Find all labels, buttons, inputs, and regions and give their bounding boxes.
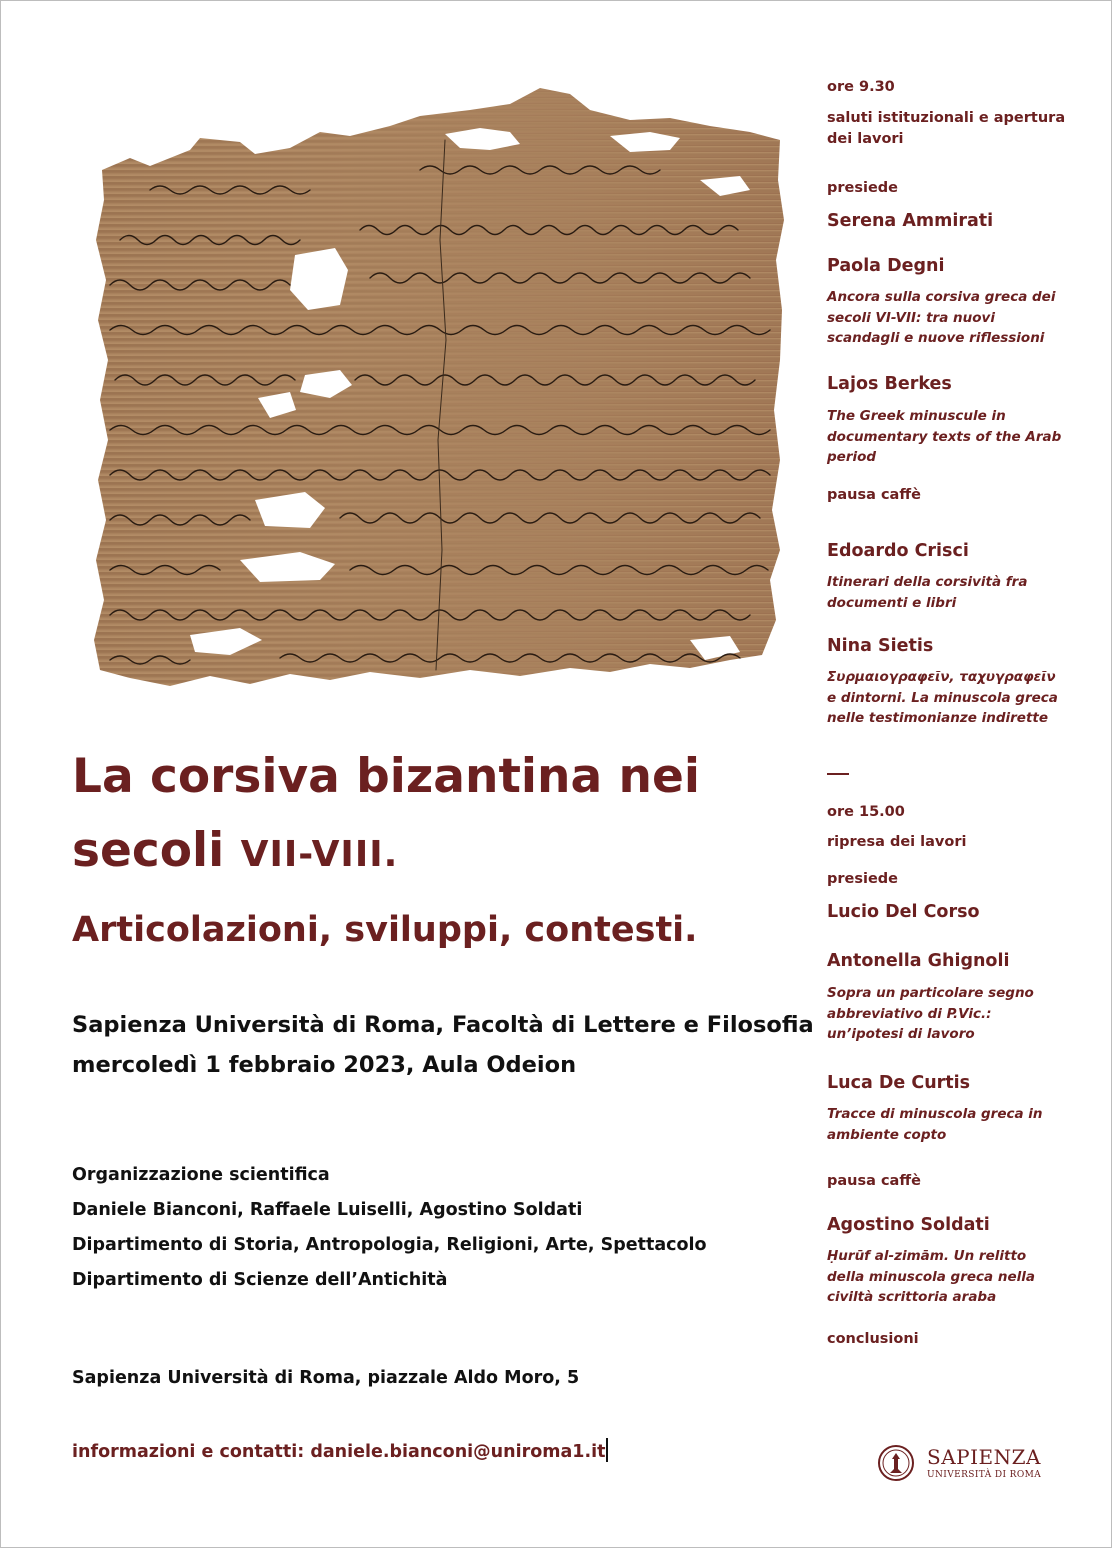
chair-1: Serena Ammirati (827, 211, 994, 231)
sapienza-emblem-icon (877, 1441, 915, 1485)
logo-subtitle: UNIVERSITÀ DI ROMA (927, 1470, 1042, 1480)
afternoon-time: ore 15.00 (827, 804, 905, 820)
speaker-5: Antonella Ghignoli (827, 951, 1010, 971)
chair-label-2: presiede (827, 871, 899, 887)
resume-work: ripresa dei lavori (827, 834, 967, 850)
event-subtitle: Articolazioni, sviluppi, contesti. (72, 910, 698, 950)
talk-6: Tracce di minuscola greca in ambiente copto (827, 1106, 1043, 1143)
speaker-1: Paola Degni (827, 256, 945, 276)
morning-time: ore 9.30 (827, 79, 895, 95)
speaker-3: Edoardo Crisci (827, 541, 969, 561)
coffee-break-1: pausa caffè (827, 487, 921, 503)
organization-label: Organizzazione scientifica (72, 1165, 330, 1185)
venue-address: Sapienza Università di Roma, piazzale Aldo Moro, 5 (72, 1368, 580, 1388)
event-title (72, 740, 792, 892)
talk-5: Sopra un particolare segno abbreviativo di P.Vic.: un’ipotesi di lavoro (827, 985, 1034, 1042)
title-line-2 (72, 814, 792, 892)
chair-label-1: presiede (827, 180, 899, 196)
title-line-2-prefix: secoli (72, 823, 241, 878)
department-1: Dipartimento di Storia, Antropologia, Religioni, Arte, Spettacolo (72, 1235, 707, 1255)
closing-remarks: conclusioni (827, 1331, 919, 1347)
text-cursor (606, 1438, 608, 1462)
talk-7: Ḥurūf al-zimām. Un relitto della minuscola greca nella civiltà scrittoria araba (827, 1248, 1035, 1305)
contact-line (72, 1438, 608, 1462)
talk-3: Itinerari della corsività fra documenti e libri (827, 574, 1028, 611)
talk-4: Συρμαιογραφεῖν, ταχυγραφεῖν e dintorni. La minuscola greca nelle testimonianze indirette (827, 669, 1058, 726)
talk-2: The Greek minuscule in documentary texts of the Arab period (827, 408, 1062, 465)
title-line-1: La corsiva bizantina nei (72, 749, 701, 804)
venue-block (72, 1005, 814, 1085)
contact-text: informazioni e contatti: daniele.bianconi@uniroma1.it (72, 1442, 606, 1462)
coffee-break-2: pausa caffè (827, 1173, 921, 1189)
talk-1: Ancora sulla corsiva greca dei secoli VI-VII: tra nuovi scandagli e nuove riflessioni (827, 289, 1056, 346)
speaker-2: Lajos Berkes (827, 374, 952, 394)
venue-date-place: mercoledì 1 febbraio 2023, Aula Odeion (72, 1052, 577, 1078)
venue-institution: Sapienza Università di Roma, Facoltà di Lettere e Filosofia (72, 1012, 814, 1038)
department-2: Dipartimento di Scienze dell’Antichità (72, 1270, 448, 1290)
speaker-4: Nina Sietis (827, 636, 934, 656)
organization-block (72, 1158, 792, 1298)
session-separator (827, 773, 849, 775)
title-centuries: VII-VIII. (240, 834, 399, 875)
opening: saluti istituzionali e apertura dei lavori (827, 110, 1066, 147)
papyrus-fragment-image (90, 80, 790, 700)
speaker-7: Agostino Soldati (827, 1215, 990, 1235)
sapienza-logo (877, 1441, 1042, 1491)
logo-name: SAPIENZA (927, 1445, 1041, 1469)
speaker-6: Luca De Curtis (827, 1073, 971, 1093)
organizer-names: Daniele Bianconi, Raffaele Luiselli, Agostino Soldati (72, 1200, 583, 1220)
chair-2: Lucio Del Corso (827, 902, 980, 922)
